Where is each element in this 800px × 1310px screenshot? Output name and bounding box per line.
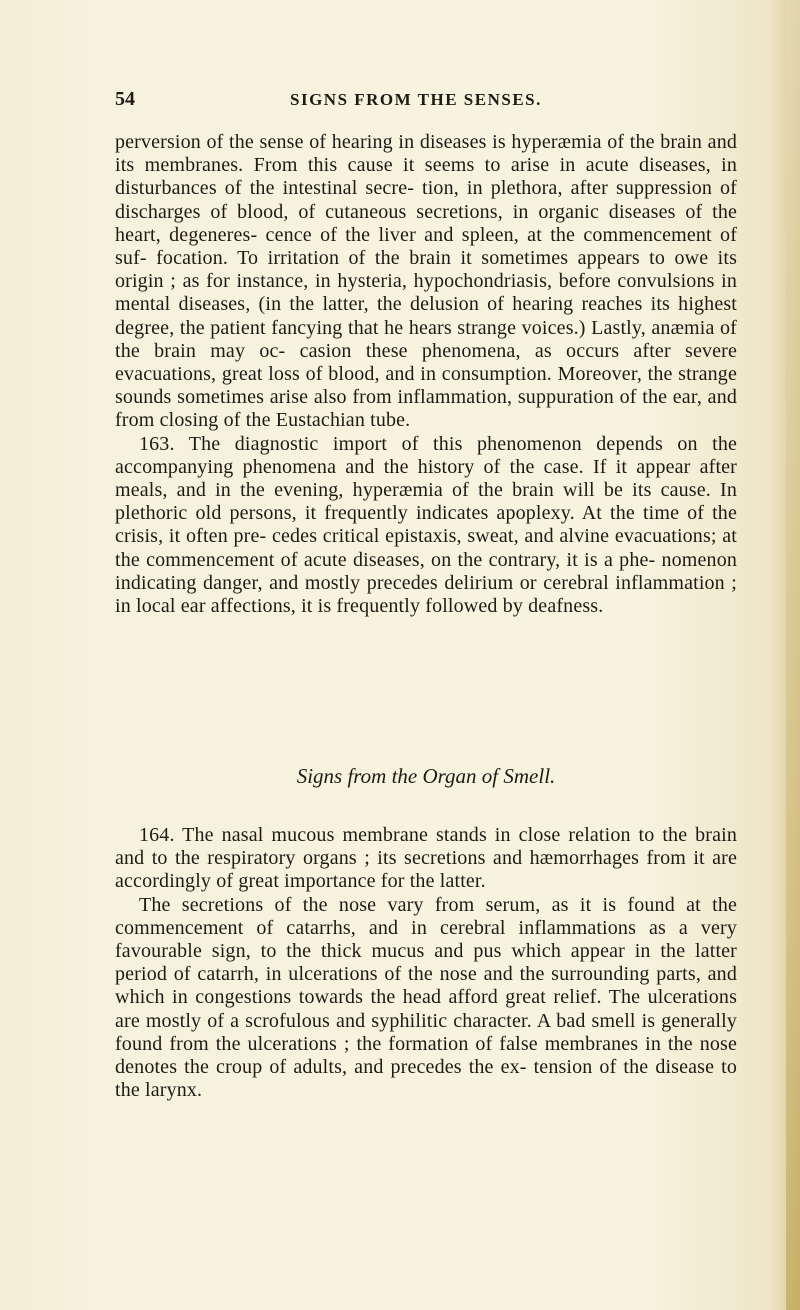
paragraph-continued: perversion of the sense of hearing in diseases is hyperæmia of the brain and its membranes. From this cause it seems to arise in acute diseases, in disturbances of the intestinal secre- tion, in plethora, after suppression of discharges of blood, of cutaneous secretions, in organic diseases of the heart, degeneres- cence of the liver and spleen, at the commencement of suf- focation. To irritation of the brain it sometimes appears to owe its origin ; as for instance, in hysteria, hypochondriasis, before convulsions in mental diseases, (in the latter, the delusion of hearing reaches its highest degree, the patient fancying that he hears strange voices.) Lastly, anæmia of the brain may oc- casion these phenomena, as occurs after severe evacuations, great loss of blood, and in consumption. Moreover, the strange sounds sometimes arise also from inflammation, suppuration of the ear, and from closing of the Eustachian tube.	[115, 131, 737, 432]
page-header	[115, 88, 735, 112]
paragraph-163: 163. The diagnostic import of this phenomenon depends on the accompanying phenomena and the history of the case. If it appear after meals, and in the evening, hyperæmia of the brain will be its cause. In plethoric old persons, it frequently indicates apoplexy. At the time of the crisis, it often pre- cedes critical epistaxis, sweat, and alvine evacuations; at the commencement of acute diseases, on the contrary, it is a phe- nomenon indicating danger, and mostly precedes delirium or cerebral inflammation ; in local ear affections, it is frequently followed by deafness.	[115, 432, 737, 618]
section-heading: Signs from the Organ of Smell.	[296, 764, 556, 788]
page-edge-stain	[786, 0, 800, 1310]
body-text-top	[115, 131, 737, 618]
page-number: 54	[115, 88, 135, 110]
paragraph-164: 164. The nasal mucous membrane stands in close relation to the brain and to the respiratory organs ; its secretions and hæmorrhages from it are accordingly of great importance for the latter.	[115, 824, 737, 893]
running-head: SIGNS FROM THE SENSES.	[290, 90, 542, 109]
paragraph-secretions: The secretions of the nose vary from serum, as it is found at the commencement of catarrhs, and in cerebral inflammations as a very favourable sign, to the thick mucus and pus which appear in the latter period of catarrh, in ulcerations of the nose and the surrounding parts, and which in congestions towards the head afford great relief. The ulcerations are mostly of a scrofulous and syphilitic character. A bad smell is generally found from the ulcerations ; the formation of false membranes in the nose denotes the croup of adults, and precedes the ex- tension of the disease to the larynx.	[115, 893, 737, 1102]
body-text-bottom	[115, 824, 737, 1102]
